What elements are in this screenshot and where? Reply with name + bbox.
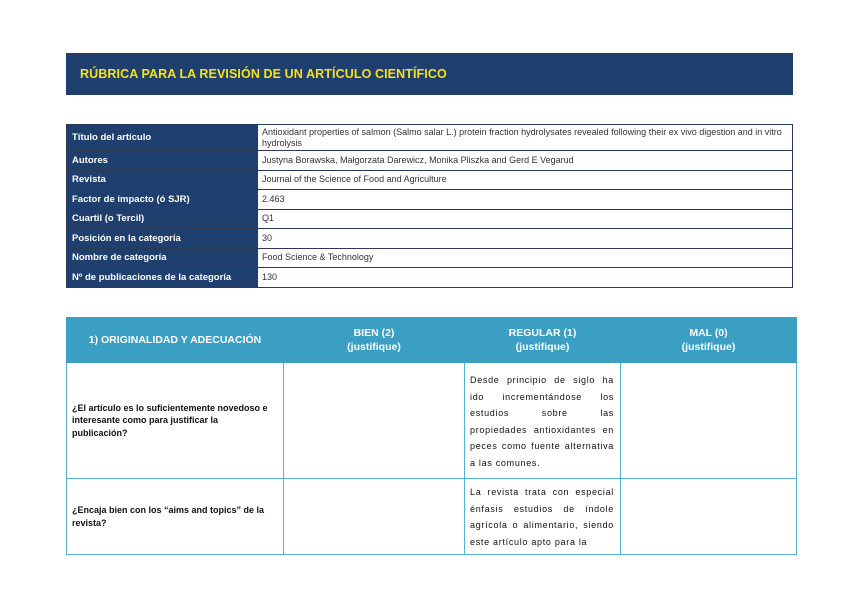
question-cell xyxy=(67,479,284,555)
metadata-value: Justyna Borawska, Małgorzata Darewicz, Monika Pliszka and Gerd E Vegarud xyxy=(258,151,793,171)
column-subtitle: (justifique) xyxy=(515,341,570,353)
bien-cell[interactable] xyxy=(284,479,465,555)
rubric-row xyxy=(67,363,797,479)
metadata-value: Q1 xyxy=(258,209,793,229)
mal-cell[interactable] xyxy=(621,479,797,555)
metadata-row xyxy=(67,209,793,229)
originality-rubric-table xyxy=(66,317,797,555)
column-header-regular xyxy=(465,318,621,363)
regular-justification: Desde principio de siglo ha ido incrementándose los estudios sobre las propiedades antioxidantes en peces como fuente alternativa a las comunes. xyxy=(470,375,614,468)
rubric-header-row xyxy=(67,318,797,363)
question-text: ¿Encaja bien con los “aims and topics” de la revista? xyxy=(72,505,265,528)
metadata-label: Posición en la categoría xyxy=(67,229,258,249)
column-header-mal xyxy=(621,318,797,363)
metadata-row xyxy=(67,125,793,151)
metadata-row xyxy=(67,151,793,171)
metadata-value: 2.463 xyxy=(258,190,793,210)
metadata-value: 130 xyxy=(258,268,793,288)
metadata-row xyxy=(67,268,793,288)
rubric-row xyxy=(67,479,797,555)
metadata-label: Título del artículo xyxy=(67,125,258,151)
metadata-value: Antioxidant properties of salmon (Salmo salar L.) protein fraction hydrolysates revealed following their ex vivo digestion and in vitro hydrolysis xyxy=(258,125,793,151)
column-name: BIEN (2) xyxy=(353,327,395,339)
column-subtitle: (justifique) xyxy=(347,341,401,353)
section-header: 1) ORIGINALIDAD Y ADECUACIÓN xyxy=(67,318,284,363)
metadata-row xyxy=(67,190,793,210)
metadata-label: Cuartil (o Tercil) xyxy=(67,209,258,229)
page-title: RÚBRICA PARA LA REVISIÓN DE UN ARTÍCULO CIENTÍFICO xyxy=(80,67,447,81)
metadata-value: 30 xyxy=(258,229,793,249)
question-text: ¿El artículo es lo suficientemente novedoso e interesante como para justificar la publicación? xyxy=(72,402,268,438)
metadata-label: Autores xyxy=(67,151,258,171)
metadata-label: Nombre de categoría xyxy=(67,248,258,268)
metadata-row xyxy=(67,229,793,249)
column-header-bien xyxy=(284,318,465,363)
metadata-label: Factor de impacto (ó SJR) xyxy=(67,190,258,210)
metadata-row xyxy=(67,170,793,190)
bien-cell[interactable] xyxy=(284,363,465,479)
metadata-value: Food Science & Technology xyxy=(258,248,793,268)
regular-cell[interactable] xyxy=(465,363,621,479)
column-name: REGULAR (1) xyxy=(508,327,577,339)
title-banner xyxy=(66,53,793,95)
metadata-label: Nº de publicaciones de la categoría xyxy=(67,268,258,288)
question-cell xyxy=(67,363,284,479)
column-name: MAL (0) xyxy=(689,327,728,339)
column-subtitle: (justifique) xyxy=(681,341,736,353)
regular-justification: La revista trata con especial énfasis estudios de índole agrícola o alimentario, siendo este artículo apto para la xyxy=(470,487,614,547)
metadata-row xyxy=(67,248,793,268)
regular-cell[interactable] xyxy=(465,479,621,555)
article-metadata-table xyxy=(66,124,793,288)
metadata-value: Journal of the Science of Food and Agriculture xyxy=(258,170,793,190)
metadata-label: Revista xyxy=(67,170,258,190)
mal-cell[interactable] xyxy=(621,363,797,479)
